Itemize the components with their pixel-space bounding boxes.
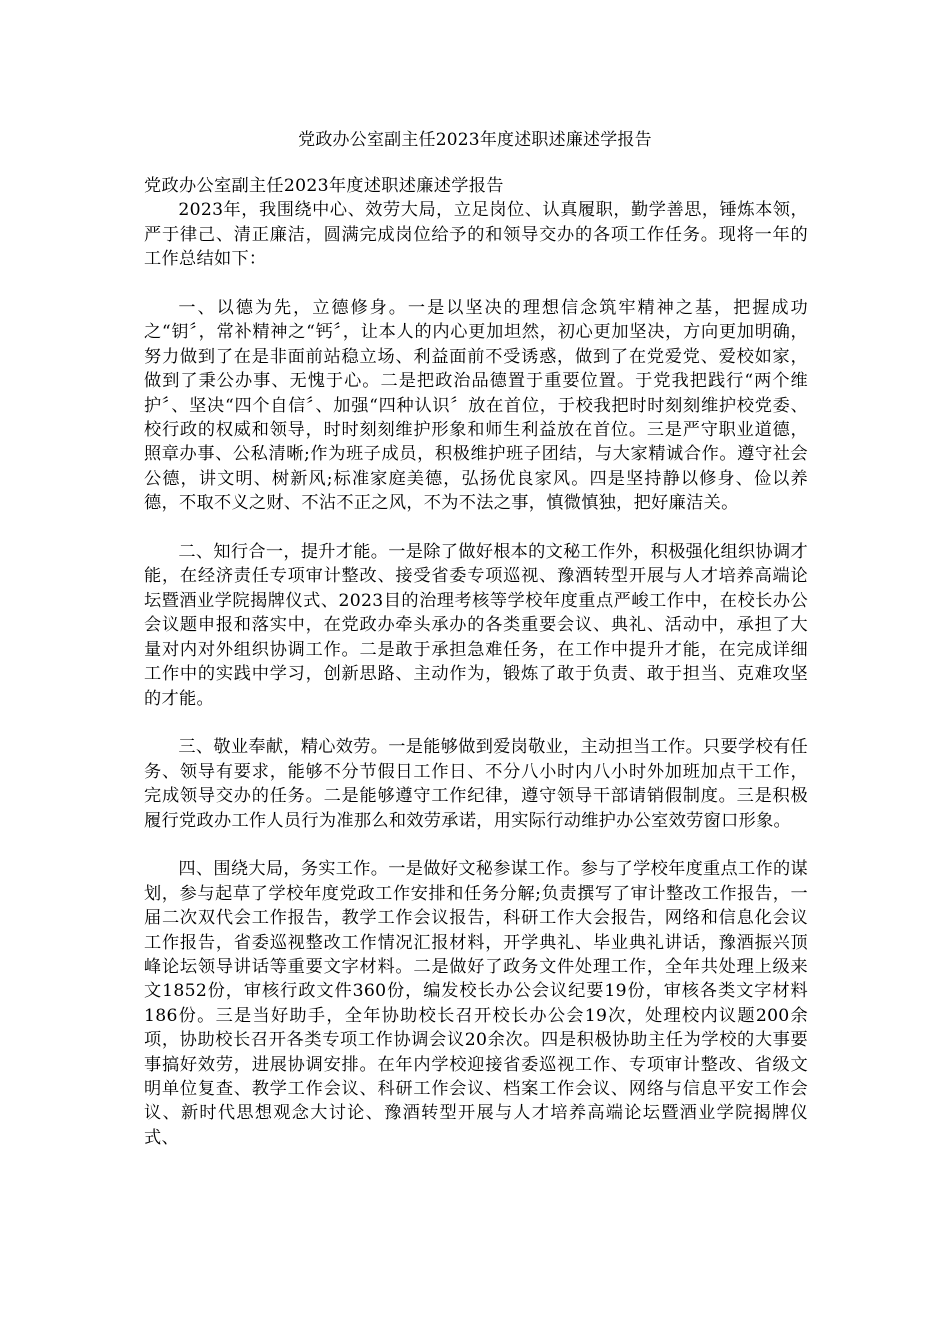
document-title: 党政办公室副主任2023年度述职述廉述学报告 xyxy=(298,130,652,150)
document-body xyxy=(144,174,808,1150)
paragraph-section-4: 四、围绕大局，务实工作。一是做好文秘参谋工作。参与了学校年度重点工作的谋划，参与起草了学校年度党政工作安排和任务分解;负责撰写了审计整改工作报告，一届二次双代会工作报告，教学工作会议报告，科研工作大会报告，网络和信息化会议工作报告，省委巡视整改工作情况汇报材料，开学典礼、毕业典礼讲话，豫酒振兴顶峰论坛领导讲话等重要文字材料。二是做好了政务文件处理工作，全年共处理上级来文1852份，审核行政文件360份，编发校长办公会议纪要19份，审核各类文字材料186份。三是当好助手，全年协助校长召开校长办公会19次，处理校内议题200余项，协助校长召开各类专项工作协调会议20余次。四是积极协助主任为学校的大事要事搞好效劳，进展协调安排。在年内学校迎接省委巡视工作、专项审计整改、省级文明单位复查、教学工作会议、科研工作会议、档案工作会议、网络与信息平安工作会议、新时代思想观念大讨论、豫酒转型开展与人才培养高端论坛暨酒业学院揭牌仪式、 xyxy=(144,859,808,1148)
document-subtitle: 党政办公室副主任2023年度述职述廉述学报告 xyxy=(144,176,504,196)
paragraph-section-3: 三、敬业奉献，精心效劳。一是能够做到爱岗敬业，主动担当工作。只要学校有任务、领导有要求，能够不分节假日工作日、不分八小时内八小时外加班加点干工作，完成领导交办的任务。二是能够遵守工作纪律，遵守领导干部请销假制度。三是积极履行党政办工作人员行为准那么和效劳承诺，用实际行动维护办公室效劳窗口形象。 xyxy=(144,737,808,831)
paragraph-intro: 2023年，我围绕中心、效劳大局，立足岗位、认真履职，勤学善思，锤炼本领，严于律己、清正廉洁，圆满完成岗位给予的和领导交办的各项工作任务。现将一年的工作总结如下： xyxy=(144,200,808,270)
paragraph-section-1: 一、以德为先，立德修身。一是以坚决的理想信念筑牢精神之基，把握成功之“钥〞，常补精神之“钙〞，让本人的内心更加坦然，初心更加坚决，方向更加明确，努力做到了在是非面前站稳立场、利益面前不受诱惑，做到了在党爱党、爱校如家，做到了秉公办事、无愧于心。二是把政治品德置于重要位置。于党我把践行“两个维护〞、坚决“四个自信〞、加强“四种认识〞放在首位，于校我把时时刻刻维护校党委、校行政的权威和领导，时时刻刻维护形象和师生利益放在首位。三是严守职业道德，照章办事、公私清晰;作为班子成员，积极维护班子团结，与大家精诚合作。遵守社会公德，讲文明、树新风;标准家庭美德，弘扬优良家风。四是坚持静以修身、俭以养德，不取不义之财、不沾不正之风，不为不法之事，慎微慎独，把好廉洁关。 xyxy=(144,298,808,514)
paragraph-section-2: 二、知行合一，提升才能。一是除了做好根本的文秘工作外，积极强化组织协调才能，在经济责任专项审计整改、接受省委专项巡视、豫酒转型开展与人才培养高端论坛暨酒业学院揭牌仪式、2023目的治理考核等学校年度重点严峻工作中，在校长办公会议题申报和落实中，在党政办牵头承办的各类重要会议、典礼、活动中，承担了大量对内对外组织协调工作。二是敢于承担急难任务，在工作中提升才能，在完成详细工作中的实践中学习，创新思路、主动作为，锻炼了敢于负责、敢于担当、克难攻坚的才能。 xyxy=(144,542,808,709)
